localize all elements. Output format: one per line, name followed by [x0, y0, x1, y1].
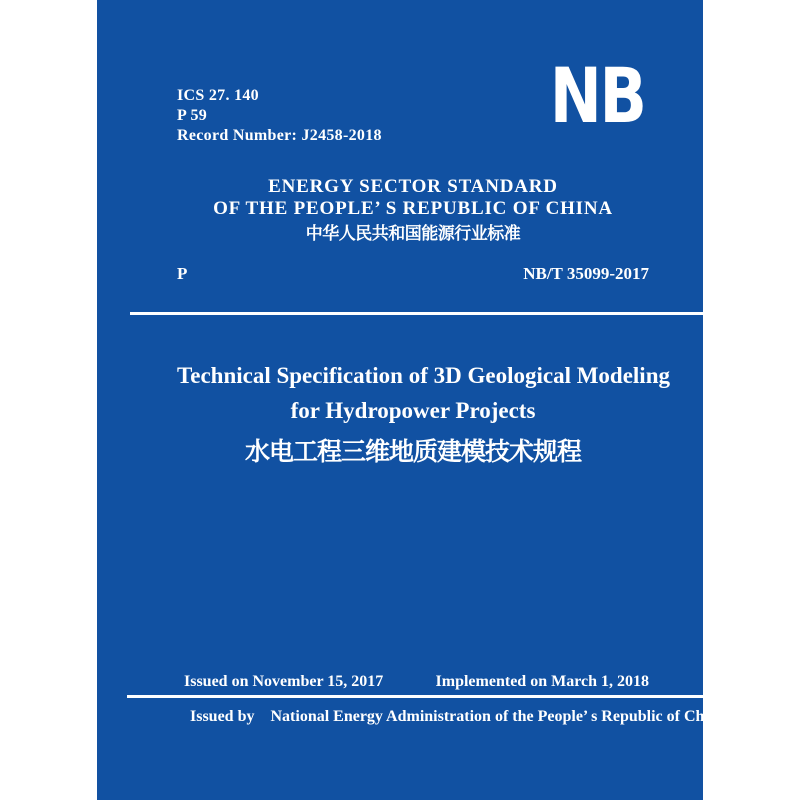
standard-header-zh: 中华人民共和国能源行业标准: [305, 224, 521, 243]
implemented-on-date: Implemented on March 1, 2018: [435, 673, 649, 690]
standard-number: NB/T 35099-2017: [523, 264, 649, 283]
issued-by-row: [190, 706, 726, 728]
nb-logo: NB: [550, 51, 645, 140]
title-en-line1: Technical Specification of 3D Geological Modeling: [177, 363, 670, 388]
standard-cover: [97, 0, 726, 800]
record-number: Record Number: J2458-2018: [177, 127, 382, 144]
issued-by-value: National Energy Administration of the People’ s Republic of China: [270, 708, 726, 725]
classification-row: [177, 262, 649, 286]
title-zh: 水电工程三维地质建模技术规程: [244, 438, 581, 466]
issued-on-date: Issued on November 15, 2017: [184, 673, 384, 690]
class-code: P 59: [177, 107, 208, 124]
top-divider-rule: [130, 312, 703, 315]
standard-header-en-line2: OF THE PEOPLE’ S REPUBLIC OF CHINA: [213, 198, 613, 219]
doc-class-letter: P: [177, 264, 188, 283]
issued-by-label: Issued by: [190, 708, 255, 725]
bottom-divider-rule: [127, 695, 703, 698]
standard-header: [177, 176, 649, 244]
title-en-line2: for Hydropower Projects: [290, 398, 536, 423]
document-metadata: [177, 86, 382, 146]
title-block: [177, 358, 670, 468]
standard-header-en-line1: ENERGY SECTOR STANDARD: [268, 176, 558, 197]
dates-row: [177, 671, 649, 693]
ics-code: ICS 27. 140: [177, 87, 259, 104]
